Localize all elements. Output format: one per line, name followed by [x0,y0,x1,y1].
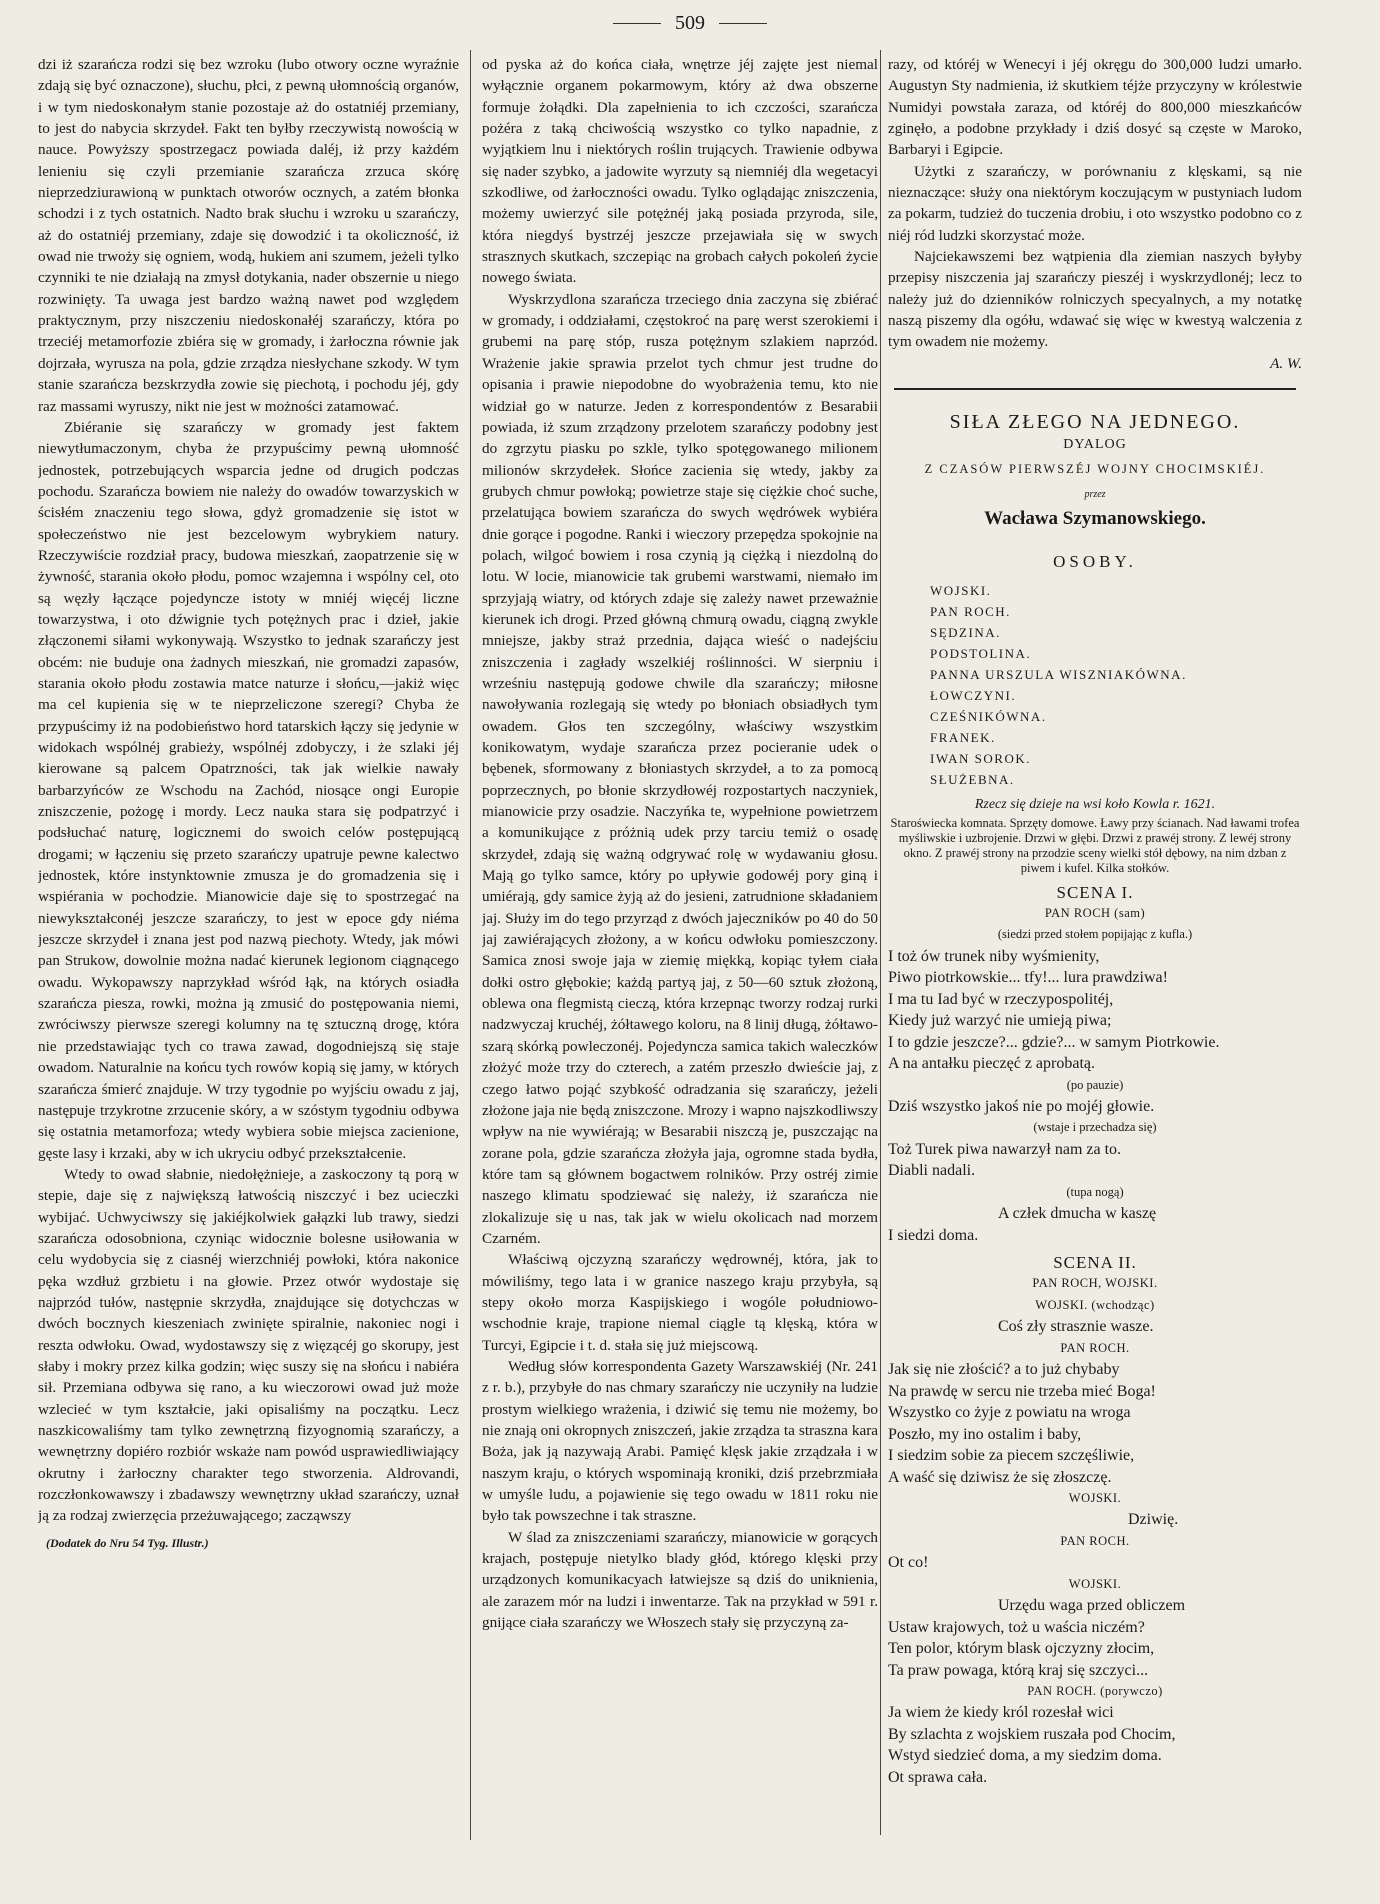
speaker: PAN ROCH. [1060,1340,1130,1355]
paragraph: W ślad za zniszczeniami szarańczy, mianowicie w gorących krajach, postępuje nietylko blady głód, którego klęski przy urządzonych komunikacyach łatwiejsze są dziś do uniknienia, ale zarazem mór na ludzi i inwentarze. Tak na przykład w 591 r. gnijące ciała szarańczy we Włoszech stały się przyczyną za- [482,1528,878,1632]
column-1 [38,54,459,1844]
verse-line: Toż Turek piwa nawarzył nam za to. [888,1140,1122,1158]
column-2 [482,54,878,1839]
verse-line: Ot co! [888,1554,929,1572]
person-item: CZEŚNIKÓWNA. [930,709,1047,725]
column-3 [888,54,1302,1869]
verse-line: A na antałku pieczęć z aprobatą. [888,1055,1095,1073]
person-item: ŁOWCZYNI. [930,688,1017,704]
speaker: PAN ROCH. (porywczo) [1027,1684,1163,1699]
verse-line: Ot sprawa cała. [888,1768,988,1786]
verse-line: Jak się nie złościć? a to już chybaby [888,1361,1120,1378]
speaker: PAN ROCH. [1060,1533,1130,1548]
verse-line: Urzędu waga przed obliczem [998,1597,1186,1615]
paragraph: od pyska aż do końca ciała, wnętrze jéj zajęte jest niemal wyłącznie organem pokarmowym, który aż dwa obszerne formuje żołądki. Dla zapełnienia to ich czczości, szarańcza pożéra z taką chciwością wszystko co tylko napadnie, z wyjątkiem lnu i niektórych roślin trujących. Trawienie odbywa się nader szybko, a jadowite wyrzuty są niemniéj dla wegetacyi szkodliwe, od żarłoczności owadu. Tylko oglądając zniszczenia, możemy uwierzyć sile potężnéj jaką posiada przyroda, sile, która niegdyś bystrzéj jeszcze przejawiała się w swych strasznych skutkach, szczepiąc na grobach całych pokoleń życie nowego świata. [482,56,878,287]
stage-direction: (wstaje i przechadza się) [1033,1120,1157,1135]
page-header [0,6,1380,40]
person-item: IWAN SOROK. [930,751,1031,767]
drama-author: Wacława Szymanowskiego. [984,507,1206,529]
verse-line: By szlachta z wojskiem ruszała pod Chocim, [888,1725,1176,1743]
verse-line: Diabli nadali. [888,1162,976,1180]
verse-line: I to gdzie jeszcze?... gdzie?... w samym Piotrkowie. [888,1033,1220,1051]
header-dash-right [719,23,767,24]
person-item: WOJSKI. [930,583,992,599]
supplement-note: (Dodatek do Nru 54 Tyg. Illustr.) [46,1535,209,1550]
verse-line: I siedzi doma. [888,1226,979,1244]
section-divider [894,388,1296,390]
drama-subtitle-2: Z CZASÓW PIERWSZÉJ WOJNY CHOCIMSKIÉJ. [924,461,1266,476]
paragraph: dzi iż szarańcza rodzi się bez wzroku (lubo otwory oczne wyraźnie zdają się być oznaczone), słuchu, płci, z pewną ułomnością organów, i w tym niedoskonałym stanie pozostaje aż do ostatniéj przemiany, to jest do nabycia skrzydeł. Fakt ten byłby rzeczywistą nowością w nauce. Powyższy spostrzegacz powiada daléj, iż przy każdém lenieniu się czyli przemianie szarańcza zrzuca skórę nieprzedziurawioną w punktach otworów ocznych, a zatém błonka schodzi i z tych ostatnich. Nadto brak słuchu i wzroku u szarańczy, aż do ostatniéj przemiany, zdaje się dowodzić i ta okoliczność, iż owad nie trwoży się ogniem, wodą, hukiem ani szumem, jeżeli tylko czynniki te nie działają na zmysł dotykania, nader obszernie u niego rozwinięty. Ta uwaga jest bardzo ważną nawet pod względem praktycznym, przy niszczeniu niedoskonałéj szarańczy, która po trzeciéj metamorfozie zbiéra się w gromady, i żarłoczna równie jak dojrzała, wyrusza na pola, gdzie zrządza niesłychane szkody. W tym stanie szarańcza bezskrzydła zowie się piechotą, i pochodu jéj, gdy raz massami wyruszy, nikt nie jest w możności zatamować. [38,56,459,415]
person-item: PODSTOLINA. [930,646,1032,662]
column-divider-1 [470,50,471,1840]
verse-line: Dziwię. [1128,1511,1179,1529]
verse-line: Ta praw powaga, którą kraj się szczyci... [888,1661,1149,1679]
persons-heading: OSOBY. [1053,551,1137,571]
paragraph: Użytki z szarańczy, w porównaniu z klęskami, są nie nieznaczące: służy ona niektórym koczującym w pustyniach ludom za pokarm, tudzież do tuczenia drobiu, i oto wszystko podobno co z niéj ród ludzki skorzystać może. [888,162,1302,244]
drama-by: przez [1084,489,1106,501]
scene-1-heading: SCENA I. [1056,882,1134,902]
speaker: WOJSKI. [1068,1576,1122,1591]
verse-line: A człek dmucha w kaszę [998,1205,1157,1223]
article-signature: A. W. [1270,354,1302,372]
page-number: 509 [675,11,705,34]
paragraph: Według słów korrespondenta Gazety Warszawskiéj (Nr. 241 z r. b.), przybyłe do nas chmary szarańczy nie uczyniły na ludzie prostym wielkiego wrażenia, i dziwić się temu nie możemy, bo nie znają oni okropnych zniszczeń, jakie zrządza ta straszna kara Boża, jak ją nazywają Arabi. Pamięć klęsk jakie zrządzała i w naszym kraju, o których wspominają kroniki, dziś przebrzmiała w umyśle ludu, a pojawienie się tego owadu w 1811 roku nie było tak powszechne i tak straszne. [482,1357,878,1525]
verse-line: I toż ów trunek niby wyśmienity, [888,947,1100,965]
scene-setting: Staroświecka komnata. Sprzęty domowe. Ławy przy ścianach. Nad ławami trofea myśliwskie i uzbrojenie. Drzwi w głębi. Drzwi z prawéj strony. Z lewéj strony okno. Z prawéj strony na przodzie sceny wielki stół dębowy, na nim dzban z piwem i kufel. Kilka stołków. [890,815,1300,875]
scene-cast: PAN ROCH, WOJSKI. [1032,1276,1158,1291]
drama-title: SIŁA ZŁEGO NA JEDNEGO. [949,411,1241,434]
verse-line: Kiedy już warzyć nie umieją piwa; [888,1012,1112,1030]
verse-line: Ja wiem że kiedy król rozesłał wici [888,1704,1114,1722]
stage-direction: (tupa nogą) [1066,1184,1124,1199]
persons-list [930,580,1302,790]
verse-line: Wszystko co żyje z powiatu na wroga [888,1404,1131,1421]
verse-line: Piwo piotrkowskie... tfy!... lura prawdziwa! [888,969,1168,987]
verse-line: I ma tu Iad być w rzeczypospolitéj, [888,990,1114,1008]
verse-line: Wstyd siedzieć doma, a my siedzim doma. [888,1747,1162,1765]
verse-line: Coś zły strasznie wasze. [998,1318,1154,1336]
person-item: SŁUŻEBNA. [930,772,1015,788]
speaker: WOJSKI. (wchodząc) [1035,1297,1155,1312]
person-item: PAN ROCH. [930,604,1011,620]
header-dash-left [613,23,661,24]
scene-2-heading: SCENA II. [1053,1253,1137,1273]
scene-place: Rzecz się dzieje na wsi koło Kowla r. 1621. [974,797,1216,813]
paragraph: Zbiéranie się szarańczy w gromady jest faktem niewytłumaczonym, chyba że przypuścimy pewną ułomność jednostek, potrzebujących wsparcia jedne od drugich podczas pochodu. Szarańcza bowiem nie należy do owadów towarzyskich w ścisłém znaczeniu tego słowa, gdyż gromadzenie się istot w społeczeństwo nie jest bezcelowym wybrykiem natury. Rzeczywiście rozdział pracy, budowa mieszkań, zaopatrzenie się w żywność, starania około płodu, pomoc wzajemna i wspólny cel, oto są węzły łączące pojedyncze istoty w mniéj więcéj liczne towarzystwa, i oto dźwignie tych potężnych prac i dzieł, jakie złączonemi siłami wykonywają. Wszystko to jednak szarańczy jest obcém: nie buduje ona żadnych mieszkań, nie gromadzi zapasów, starania około płodu zostawia matce naturze i słońcu,—jakiż więc ma cel kupienia się w te nieprzeliczone szeregi? Chyba że przypuścimy iż na podobieństwo hord tatarskich łączy się jedynie w widokach wspólnéj grabieży, wspólnéj zdobyczy, i że szlaki jéj kierowane są palcem Opatrzności, tak jak wielkie nawały barbarzyńców ze Wschodu na Zachód, niosące ongi Europie zniszczenie, pożogę i mordy. Lecz nauka stara się podpatrzyć i podsłuchać naturę, logicznemi do swoich celów postępującą drogami; w łączeniu się przeto szarańczy upatruje pewne kalectwo jednostek, które instynktownie zmusza je do gromadzenia się i wspiérania w pochodzie. Mianowicie daje się to spostrzegać na niewykształconéj jeszcze szarańczy, to jest w epoce gdy niéma jeszcze skrzydeł i znana jest pod nazwą piechoty. Wtedy, jak mówi pan Strukow, dowolnie można nadać kierunek legionom ciągnącego owadu. Wykopawszy naprzykład wśród łąk, na których osiadła szarańcza piesza, rowki, można ją zmusić do postępowania niemi, zwróciwszy pierwsze szeregi kolumny na tę sztuczną drogę, która nie przedstawiając tych co trawa zawad, dogodniejszą się staje owadom. Naturalnie na końcu tych rowów kopią się jamy, w których szarańcza śmierć znajduje. W trzy tygodnie po wyjściu owadu z jaj, następuje trzykrotne zrzucenie skóry, a w szóstym tygodniu odbywa się ostatnia metamorfoza; wtedy wybiera sobie miejsca zacienione, gęste lasy i krzaki, aby w ich ukryciu odbyć przekształcenie. [38,418,459,1162]
paragraph: razy, od któréj w Wenecyi i jéj okręgu do 300,000 ludzi umarło. Augustyn Sty nadmienia, iż skutkiem téjże przyczyny w królestwie Numidyi powstała zaraza, od któréj do 800,000 mieszkańców zginęło, a podobne przykłady i dziś dosyć są częste w Maroko, Barbaryi i Egipcie. [888,56,1302,159]
paragraph: Wtedy to owad słabnie, niedołężnieje, a zaskoczony tą porą w stepie, daje się z największą łatwością niszczyć i bez ucieczki wybijać. Uchwyciwszy się jakiéjkolwiek gałązki lub trawy, siedzi szarańcza odosobniona, czyniąc widocznie bolesne usiłowania w celu wydobycia się z ciasnéj wierzchniéj powłoki, która nakonice pęka wzdłuż grzbietu i na głowie. Przez otwór wydostaje się najprzód tułów, następnie skrzydła, znajdujące się dotychczas w dwóch bocznych kieszeniach zwinięte spiralnie, nakoniec nogi i reszta odwłoku. Owad, wydostawszy się z więzącéj go skorupy, jest słaby i mokry przez kilka godzin; więc suszy się na słońcu i nabiéra sił. Przemiana odbywa się rano, a ku wieczorowi owad już może wzlecieć w tym kształcie, jaki opisaliśmy na początku. Lecz naszkicowaliśmy tam tylko zewnętrzną fizyognomią szarańczy, a wewnętrzny dopiéro rozbiór wskaże nam powód usprawiedliwiający okrutny i żarłoczny charakter tego stworzenia. Aldrovandi, rozczłonkowawszy i zbadawszy wewnętrzny układ szarańczy, uznał ją za rodzaj zwierzęcia przeżuwającego; zacząwszy [38,1165,459,1525]
person-item: FRANEK. [930,730,996,746]
paragraph: Wyskrzydlona szarańcza trzeciego dnia zaczyna się zbiérać w gromady, i oddziałami, częstokroć na parę werst szerokiemi i grubemi na parę stóp, rusza potężnym szlakiem naprzód. Wrażenie jakie sprawia przelot tych chmur jest trudne do opisania i prawie niepodobne do wyobrażenia temu, kto nie widział go w naturze. Jeden z korrespondentów z Besarabii powiada, iż szum zrządzony przelotem szarańczy podobny jest do zgrzytu piasku po szkle, tylko spotęgowanego milionem milionów skrzydełek. Słońce zacienia się wtedy, jakby za grubych chmur powłoką; powietrze staje się ciężkie choć suche, przelatująca bowiem szarańcza do swych wędrówek wybiéra dnie gorące i pogodne. Ranki i wieczory przepędza spokojnie na polach, wilgoć bowiem i rosa czynią ją ciężką i niezdolną do lotu. W locie, mianowicie tak grubemi warstwami, niemało im sprzyjają wiatry, od których zdaje się zależy nawet przeważnie kierunek ich drogi. Przed główną chmurą owadu, ciągną zwykle mniejsze, jakby straż przednia, dająca wieść o nadejściu zniszczenia i zagłady wszelkiéj roślinności. W sierpniu i wrześniu następują godowe chwile dla szarańczy; miłosne nawoływania rozlegają się wtedy po błoniach obsiadłych tym owadem. Głos ten szczególny, właściwy wszystkim konikowatym, wydaje szarańcza przez pocieranie udek o bębenek, sformowany z błoniastych skrzydeł, a to za pomocą poprzecznych, po błonie skrzydłowéj rozpostartych naczyniek, mianowicie przy osadzie. Naczyńka te, wypełnione powietrzem a komunikujące z próżnią udek przy tarciu temiż o osadę skrzydeł, zdają się ważną odgrywać rolę w wydawaniu głosu. Mają go tylko samce, który po upływie godowéj pory giną i umiérają, gdy samice żyją aż do jesieni, zatrudnione składaniem jaj. Służy im do tego przyrząd z dwóch jajeczników po 40 do 50 jaj zawiérających złożony, a w końcu odwłoku pomieszczony. Samica znosi swoje jaja w ziemię miękką, kopiąc tyłem ciała dołki ostro głębokie; każdą partyą jaj, z 50—60 sztuk złożoną, oblewa ona flegmistą cieczą, która krzepnąc tworzy rodzaj rurki nadzwyczaj kruchéj, żółtawego koloru, na 8 linij długą, żółtawo-szarą skórką powleczonéj. Pojedyncza samica takich waleczków złożyć może trzy do czterech, a zatém przeszło dwieście jaj, z czego łatwo pojąć szybkość odradzania się szarańczy, jeżeli złożone jaja nie będą zniszczone. Mrozy i wapno najszkodliwszy wpływ na nie wywiérają; w Besarabii niszczą je, puszczając na zorane pola, gdzie szarańcza złożyła jaja, ogromne stada bydła, które tam są głównem bogactwem rolników. Przy ostréj zimie naszego klimatu spodziewać się należy, iż szarańcza nie zlokalizuje się u nas, tak jak w wielu okolicach nad morzem Czarném. [482,290,878,1247]
drama-subtitle: DYALOG [1063,436,1127,452]
paragraph: Najciekawszemi bez wątpienia dla ziemian naszych byłyby przepisy niszczenia jaj szarańczy pieszéj i wyskrzydlonéj; lecz to należy już do dzienników rolniczych specyalnych, a my notatkę naszą piszemy dla ogółu, wdawać się więc w kwestyą walczenia z tym owadem nie możemy. [888,248,1302,351]
verse-line: Dziś wszystko jakoś nie po mojéj głowie. [888,1097,1155,1115]
verse-line: Ten polor, którym blask ojczyzny złocim, [888,1640,1155,1658]
stage-direction: (po pauzie) [1066,1077,1124,1092]
verse-line: Ustaw krajowych, toż u waścia niczém? [888,1618,1145,1636]
person-item: PANNA URSZULA WISZNIAKÓWNA. [930,667,1187,683]
paragraph: Właściwą ojczyzną szarańczy wędrownéj, która, jak to mówiliśmy, tego lata i w granice naszego kraju przybyła, są stepy około morza Kaspijskiego i wogóle południowo-wschodnie kraje, trapione niemal ciągle tą klęską, która w Turcyi, Egipcie i t. d. stała się już miejscową. [482,1251,878,1354]
column-divider-2 [880,50,881,1835]
verse-line: I siedzim sobie za piecem szczęśliwie, [888,1447,1135,1464]
verse-line: Na prawdę w sercu nie trzeba mieć Boga! [888,1382,1156,1400]
verse-line: Poszło, my ino ostalim i baby, [888,1425,1082,1443]
speaker: PAN ROCH (sam) [1044,905,1146,920]
verse-line: A waść się dziwisz że się złoszczę. [888,1468,1112,1486]
stage-direction: (siedzi przed stołem popijając z kufla.) [997,927,1193,942]
speaker: WOJSKI. [1068,1491,1122,1505]
person-item: SĘDZINA. [930,625,1001,641]
